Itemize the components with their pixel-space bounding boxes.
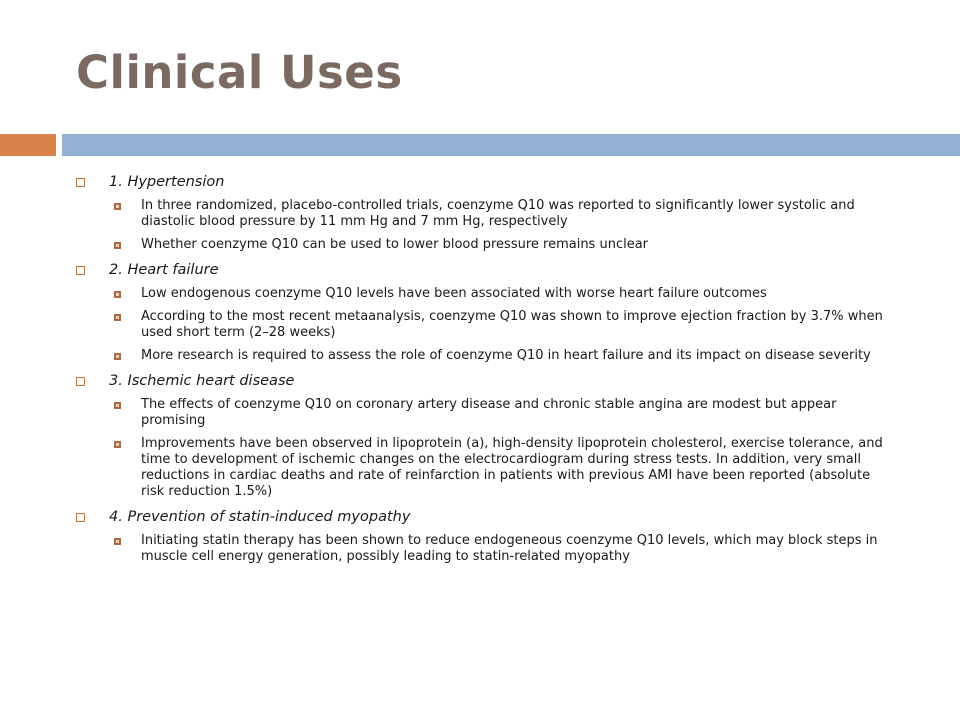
list-item-text: According to the most recent metaanalysis, coenzyme Q10 was shown to improve ejection fraction by 3.7% when used short term (2–28 weeks) xyxy=(141,309,883,340)
square-outline-bullet-icon xyxy=(76,266,85,275)
section-heading xyxy=(76,172,906,192)
list-item-text: Low endogenous coenzyme Q10 levels have been associated with worse heart failure outcomes xyxy=(141,286,767,301)
list-item xyxy=(114,533,906,565)
slide-content xyxy=(76,172,906,572)
list-item xyxy=(114,436,906,500)
list-item xyxy=(114,309,906,341)
section-ischemic-heart-disease xyxy=(76,371,906,500)
section-heading xyxy=(76,507,906,527)
section-heart-failure xyxy=(76,260,906,364)
accent-band-orange xyxy=(0,134,56,156)
list-item-text: More research is required to assess the role of coenzyme Q10 in heart failure and its impact on disease severity xyxy=(141,348,871,363)
bullet-list xyxy=(76,397,906,500)
square-outline-bullet-icon xyxy=(76,178,85,187)
section-label: 3. Ischemic heart disease xyxy=(109,373,295,389)
square-outline-bullet-icon xyxy=(76,377,85,386)
square-bullet-icon xyxy=(114,203,121,210)
accent-band-blue xyxy=(62,134,960,156)
bullet-list xyxy=(76,533,906,565)
section-label: 1. Hypertension xyxy=(109,174,225,190)
section-label: 4. Prevention of statin-induced myopathy xyxy=(109,509,411,525)
list-item-text: The effects of coenzyme Q10 on coronary artery disease and chronic stable angina are modest but appear promising xyxy=(141,397,837,428)
square-bullet-icon xyxy=(114,353,121,360)
list-item xyxy=(114,397,906,429)
list-item xyxy=(114,198,906,230)
slide-title: Clinical Uses xyxy=(76,46,403,99)
section-hypertension xyxy=(76,172,906,253)
square-bullet-icon xyxy=(114,242,121,249)
bullet-list xyxy=(76,198,906,253)
list-item xyxy=(114,348,906,364)
square-bullet-icon xyxy=(114,441,121,448)
section-heading xyxy=(76,371,906,391)
square-bullet-icon xyxy=(114,291,121,298)
square-bullet-icon xyxy=(114,538,121,545)
section-statin-myopathy xyxy=(76,507,906,565)
list-item-text: In three randomized, placebo-controlled trials, coenzyme Q10 was reported to significantly lower systolic and diastolic blood pressure by 11 mm Hg and 7 mm Hg, respectively xyxy=(141,198,855,229)
list-item-text: Improvements have been observed in lipoprotein (a), high-density lipoprotein cholesterol, exercise tolerance, and time to development of ischemic changes on the electrocardiogram during stress tests. In addition, very small reductions in cardiac deaths and rate of reinfarction in patients with previous AMI have been reported (absolute risk reduction 1.5%) xyxy=(141,436,883,499)
section-heading xyxy=(76,260,906,280)
square-bullet-icon xyxy=(114,314,121,321)
list-item-text: Whether coenzyme Q10 can be used to lower blood pressure remains unclear xyxy=(141,237,649,252)
list-item xyxy=(114,286,906,302)
list-item xyxy=(114,237,906,253)
section-label: 2. Heart failure xyxy=(109,262,219,278)
square-outline-bullet-icon xyxy=(76,513,85,522)
list-item-text: Initiating statin therapy has been shown to reduce endogeneous coenzyme Q10 levels, which may block steps in muscle cell energy generation, possibly leading to statin-related myopathy xyxy=(141,533,878,564)
square-bullet-icon xyxy=(114,402,121,409)
bullet-list xyxy=(76,286,906,364)
